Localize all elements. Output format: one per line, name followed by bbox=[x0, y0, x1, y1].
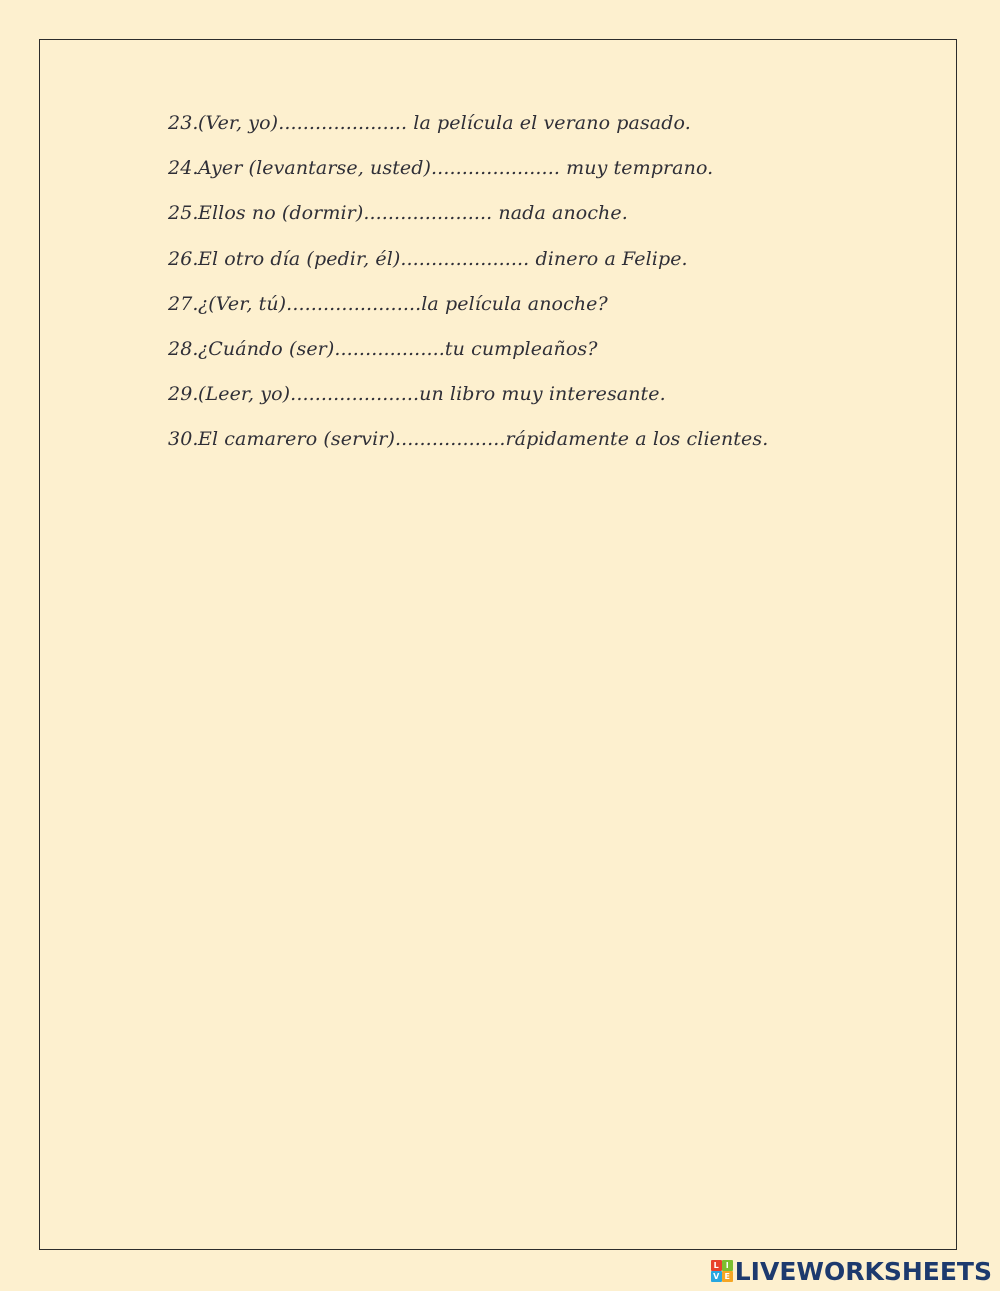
exercise-text: El camarero (servir)..................rápidamente a los clientes. bbox=[198, 428, 769, 451]
exercise-number: 28. bbox=[168, 337, 199, 360]
exercise-text: ¿(Ver, tú)......................la película anoche? bbox=[198, 292, 608, 315]
exercise-item-28 bbox=[168, 338, 768, 383]
exercise-text: (Ver, yo)..................... la película el verano pasado. bbox=[198, 112, 691, 134]
exercise-text: (Leer, yo).....................un libro muy interesante. bbox=[198, 383, 666, 406]
exercise-number: 23. bbox=[168, 112, 199, 134]
exercise-number: 27. bbox=[168, 292, 199, 315]
brand-name: LIVEWORKSHEETS bbox=[734, 1256, 992, 1286]
exercise-text: ¿Cuándo (ser)..................tu cumpleaños? bbox=[198, 337, 598, 360]
logo-letter: E bbox=[722, 1271, 733, 1282]
exercise-item-30 bbox=[168, 428, 768, 473]
exercise-item-24 bbox=[168, 157, 768, 202]
liveworksheets-logo-icon bbox=[711, 1260, 733, 1282]
exercise-item-27 bbox=[168, 293, 768, 338]
exercise-number: 29. bbox=[168, 383, 199, 406]
exercise-number: 24. bbox=[168, 157, 199, 180]
exercise-text: Ayer (levantarse, usted)..................... muy temprano. bbox=[198, 157, 714, 180]
exercise-list bbox=[168, 112, 768, 474]
logo-letter: I bbox=[722, 1260, 733, 1271]
logo-letter: V bbox=[711, 1271, 722, 1282]
exercise-number: 25. bbox=[168, 202, 199, 225]
exercise-item-25 bbox=[168, 202, 768, 247]
exercise-item-29 bbox=[168, 383, 768, 428]
exercise-item-23 bbox=[168, 112, 768, 157]
exercise-text: Ellos no (dormir)..................... nada anoche. bbox=[198, 202, 628, 225]
logo-letter: L bbox=[711, 1260, 722, 1271]
exercise-number: 26. bbox=[168, 247, 199, 270]
liveworksheets-brand bbox=[711, 1257, 992, 1285]
exercise-text: El otro día (pedir, él)..................... dinero a Felipe. bbox=[198, 247, 688, 270]
exercise-item-26 bbox=[168, 248, 768, 293]
exercise-number: 30. bbox=[168, 428, 199, 451]
